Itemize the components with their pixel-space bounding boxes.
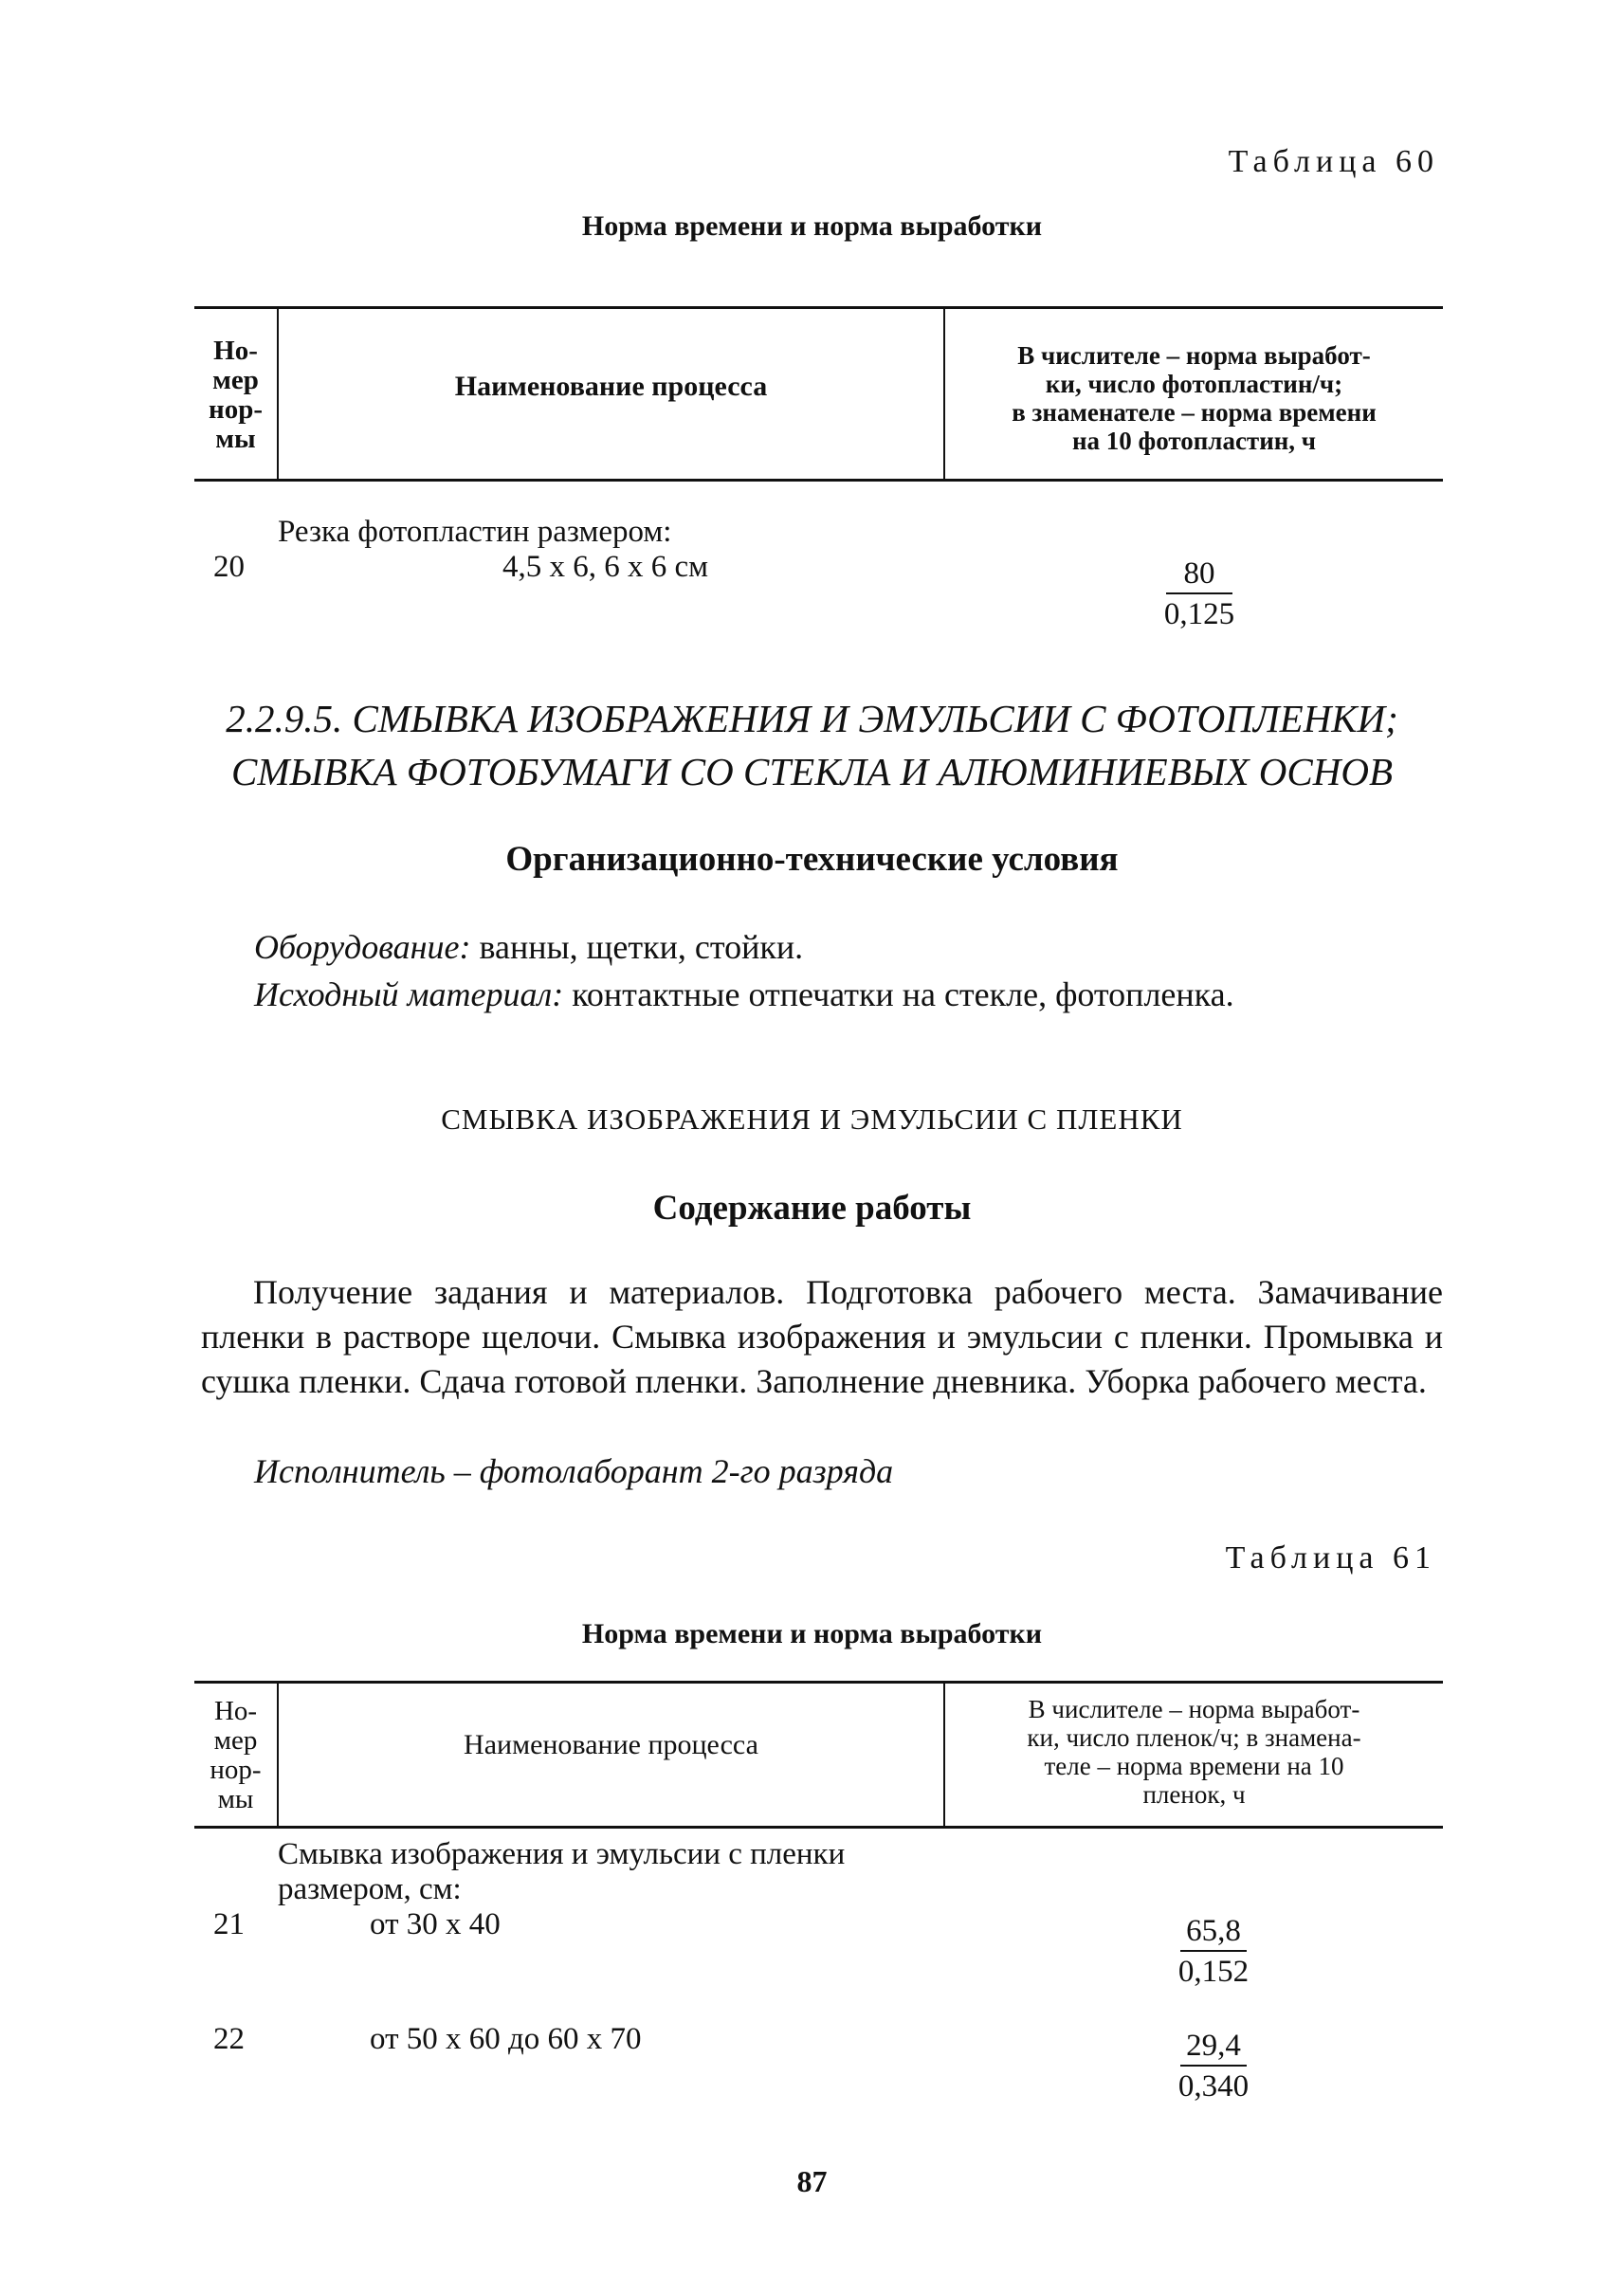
table-61-row-norm-fraction xyxy=(1138,2027,1289,2106)
table-61-group-title-line1: Смывка изображения и эмульсии с пленки xyxy=(278,1837,846,1871)
table-60-row-number: 20 xyxy=(213,550,245,584)
norm-time: 0,125 xyxy=(1163,597,1235,631)
table-61-group-title-line2: размером, см: xyxy=(278,1872,462,1906)
norm-rate: 65,8 xyxy=(1186,1914,1241,1948)
page-number: 87 xyxy=(796,2164,828,2198)
table-61-row-number: 22 xyxy=(213,2022,245,2056)
table-60-group-title: Резка фотопластин размером: xyxy=(278,515,672,549)
norm-time: 0,340 xyxy=(1177,2069,1250,2104)
table-61-header-bottom-rule xyxy=(194,1826,1443,1829)
section-title: 2.2.9.5. СМЫВКА ИЗОБРАЖЕНИЯ И ЭМУЛЬСИИ С ФОТОПЛЕНКИ; СМЫВКА ФОТОБУМАГИ СО СТЕКЛА И АЛЮМИНИЕВЫХ ОСНОВ xyxy=(226,697,1398,793)
subsection-title: СМЫВКА ИЗОБРАЖЕНИЯ И ЭМУЛЬСИИ С ПЛЕНКИ xyxy=(441,1102,1183,1136)
norm-rate: 80 xyxy=(1183,556,1215,591)
table-61-row-norm-fraction xyxy=(1138,1912,1289,1992)
performer: Исполнитель – фотолаборант 2-го разряда xyxy=(254,1452,894,1490)
table-61-label: Таблица 61 xyxy=(1225,1540,1436,1576)
table-60-row-process: 4,5 х 6, 6 х 6 см xyxy=(502,550,709,584)
work-content-heading: Содержание работы xyxy=(652,1189,972,1228)
norm-time: 0,152 xyxy=(1177,1955,1250,1989)
table-61-row-process: от 50 х 60 до 60 х 70 xyxy=(370,2022,642,2056)
table-61-header-norm: В числителе – норма выработ- ки, число пленок/ч; в знамена- теле – норма времени на 10 пленок, ч xyxy=(1027,1695,1361,1809)
table-61-header-number: Но- мер нор- мы xyxy=(210,1696,262,1814)
equipment-label: Оборудование: xyxy=(254,928,471,966)
table-61-row-number: 21 xyxy=(213,1907,245,1941)
table-60-header-norm: В числителе – норма выработ- ки, число фотопластин/ч; в знаменателе – норма времени на 10 фотопластин, ч xyxy=(1012,341,1377,455)
work-content-text: Получение задания и материалов. Подготовка рабочего места. Замачивание пленки в растворе щелочи. Смывка изображения и эмульсии с пленки. Промывка и сушка пленки. Сдача готовой пленки. Заполнение дневника. Уборка рабочего места. xyxy=(201,1273,1443,1400)
material-label: Исходный материал: xyxy=(254,975,564,1013)
material-text: контактные отпечатки на стекле, фотопленка. xyxy=(572,975,1234,1013)
table-60-header-bottom-rule xyxy=(194,479,1443,482)
norm-rate: 29,4 xyxy=(1186,2029,1241,2063)
table-60-top-rule xyxy=(194,306,1443,309)
table-61-header-process: Наименование процесса xyxy=(464,1729,758,1760)
material-line xyxy=(254,972,1234,1017)
table-60-label: Таблица 60 xyxy=(1228,144,1439,179)
table-61-title: Норма времени и норма выработки xyxy=(581,1618,1043,1649)
table-61-row-process: от 30 х 40 xyxy=(370,1907,501,1941)
conditions-heading: Организационно-технические условия xyxy=(505,840,1119,879)
table-60-title: Норма времени и норма выработки xyxy=(581,210,1043,242)
table-60-header-number: Но- мер нор- мы xyxy=(209,336,263,454)
equipment-line xyxy=(254,924,803,970)
table-61-top-rule xyxy=(194,1681,1443,1684)
equipment-text: ванны, щетки, стойки. xyxy=(479,928,804,966)
table-60-header-process: Наименование процесса xyxy=(454,371,768,402)
table-60-row-norm-fraction xyxy=(1123,555,1275,634)
